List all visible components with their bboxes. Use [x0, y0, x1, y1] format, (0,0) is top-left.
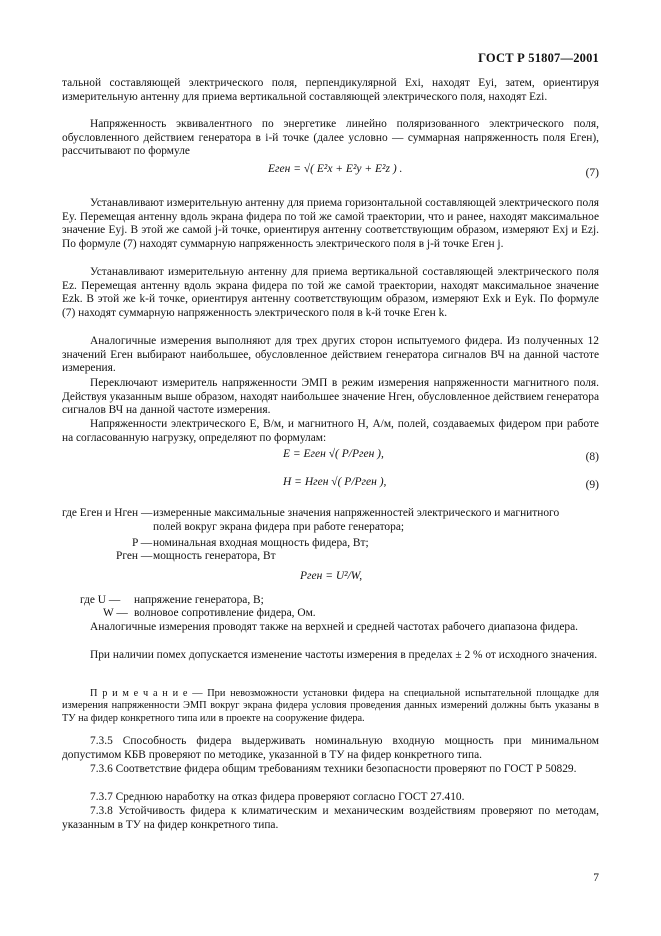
paragraph-7: Напряженности электрического E, В/м, и магнитного H, А/м, полей, создаваемых фидером при работе на согласованную нагрузку, определяют по формулам:: [62, 418, 599, 444]
paragraph-10: 7.3.5 Способность фидера выдерживать номинальную входную мощность при минимальном допустимом КБВ проверяют по методике, указанной в ТУ на фидер конкретного типа.: [62, 735, 599, 761]
legend-symbol-4: где U —: [80, 594, 121, 606]
legend-text-3: мощность генератора, Вт: [153, 550, 276, 562]
legend-symbol-3: Pген —: [116, 550, 153, 562]
paragraph-5: Аналогичные измерения выполняют для трех других сторон испытуемого фидера. Из полученных 12 значений Eген выбирают наибольшее, обусловленное действием генератора сигналов ВЧ на данной частоте измерения.: [62, 335, 599, 375]
formula-9: H = Hген √( P/Pген ),: [283, 476, 387, 488]
paragraph-9: При наличии помех допускается изменение частоты измерения в пределах ± 2 % от исходного значения.: [90, 649, 598, 661]
formula-power: Pген = U²/W,: [300, 570, 363, 582]
note-block: П р и м е ч а н и е — При невозможности установки фидера на специальной испытательной площадке для измерения напряженности ЭМП вокруг экрана фидера условия проведения данных измерений должны быть указаны в ТУ на фидер конкретного типа или в проекте на сооружение фидера.: [62, 688, 599, 724]
formula-8-number: (8): [585, 451, 599, 463]
legend-symbol-2: P —: [132, 537, 153, 549]
legend-text-5: волновое сопротивление фидера, Ом.: [134, 607, 316, 619]
legend-symbol-1: где Eген и Hген —: [62, 507, 153, 519]
paragraph-12: 7.3.7 Среднюю наработку на отказ фидера проверяют согласно ГОСТ 27.410.: [90, 791, 465, 803]
legend-text-4: напряжение генератора, В;: [134, 594, 264, 606]
page-number: 7: [593, 872, 599, 884]
formula-7-number: (7): [585, 167, 599, 179]
legend-text-1: измеренные максимальные значения напряженностей электрического и магнитного: [153, 507, 560, 519]
formula-8: E = Eген √( P/Pген ),: [283, 448, 384, 460]
paragraph-1: тальной составляющей электрического поля, перпендикулярной Exi, находят Eyi, затем, ориентируя измерительную антенну для приема вертикальной составляющей электрического поля, находят Ezi.: [62, 77, 599, 103]
formula-9-number: (9): [585, 479, 599, 491]
paragraph-6: Переключают измеритель напряженности ЭМП в режим измерения напряженности магнитного поля. Действуя указанным выше образом, находят наибольшее значение Hген, обусловленное действием генератора сигналов ВЧ на данной частоте измерения.: [62, 377, 599, 417]
paragraph-3: Устанавливают измерительную антенну для приема горизонтальной составляющей электрического поля Ey. Перемещая антенну вдоль экрана фидера по той же самой траектории, что и ранее, находят максимальное значение Eyj. В этой же самой j-й точке, ориентируя антенну соответствующим образом, измеряют Exj и Ezj. По формуле (7) находят суммарную напряженность электрического поля в j-й точке Eген j.: [62, 197, 599, 250]
paragraph-13: 7.3.8 Устойчивость фидера к климатическим и механическим воздействиям проверяют по методам, указанным в ТУ на фидер конкретного типа.: [62, 805, 599, 831]
paragraph-4: Устанавливают измерительную антенну для приема вертикальной составляющей электрического поля Ez. Перемещая антенну вдоль экрана фидера по той же самой траектории, находят максимальное значение Ezk. В этой же k-й точке, ориентируя антенну соответствующим образом, измеряют Exk и Eyk. По формуле (7) находят суммарную напряженность электрического поля в k-й точке Eген k.: [62, 266, 599, 319]
formula-7: Eген = √( E²x + E²y + E²z ) .: [268, 163, 403, 175]
legend-symbol-5: W —: [103, 607, 128, 619]
standard-code-header: ГОСТ Р 51807—2001: [478, 51, 599, 65]
paragraph-8: Аналогичные измерения проводят также на верхней и средней частотах рабочего диапазона фидера.: [90, 621, 579, 633]
paragraph-11: 7.3.6 Соответствие фидера общим требованиям техники безопасности проверяют по ГОСТ Р 50829.: [90, 763, 577, 775]
paragraph-2: Напряженность эквивалентного по энергетике линейно поляризованного электрического поля, обусловленного действием генератора в i-й точке (далее условно — суммарная напряженность поля Eген), рассчитывают по формуле: [62, 118, 599, 158]
legend-text-2: номинальная входная мощность фидера, Вт;: [153, 537, 369, 549]
legend-text-1b: полей вокруг экрана фидера при работе генератора;: [153, 521, 405, 533]
